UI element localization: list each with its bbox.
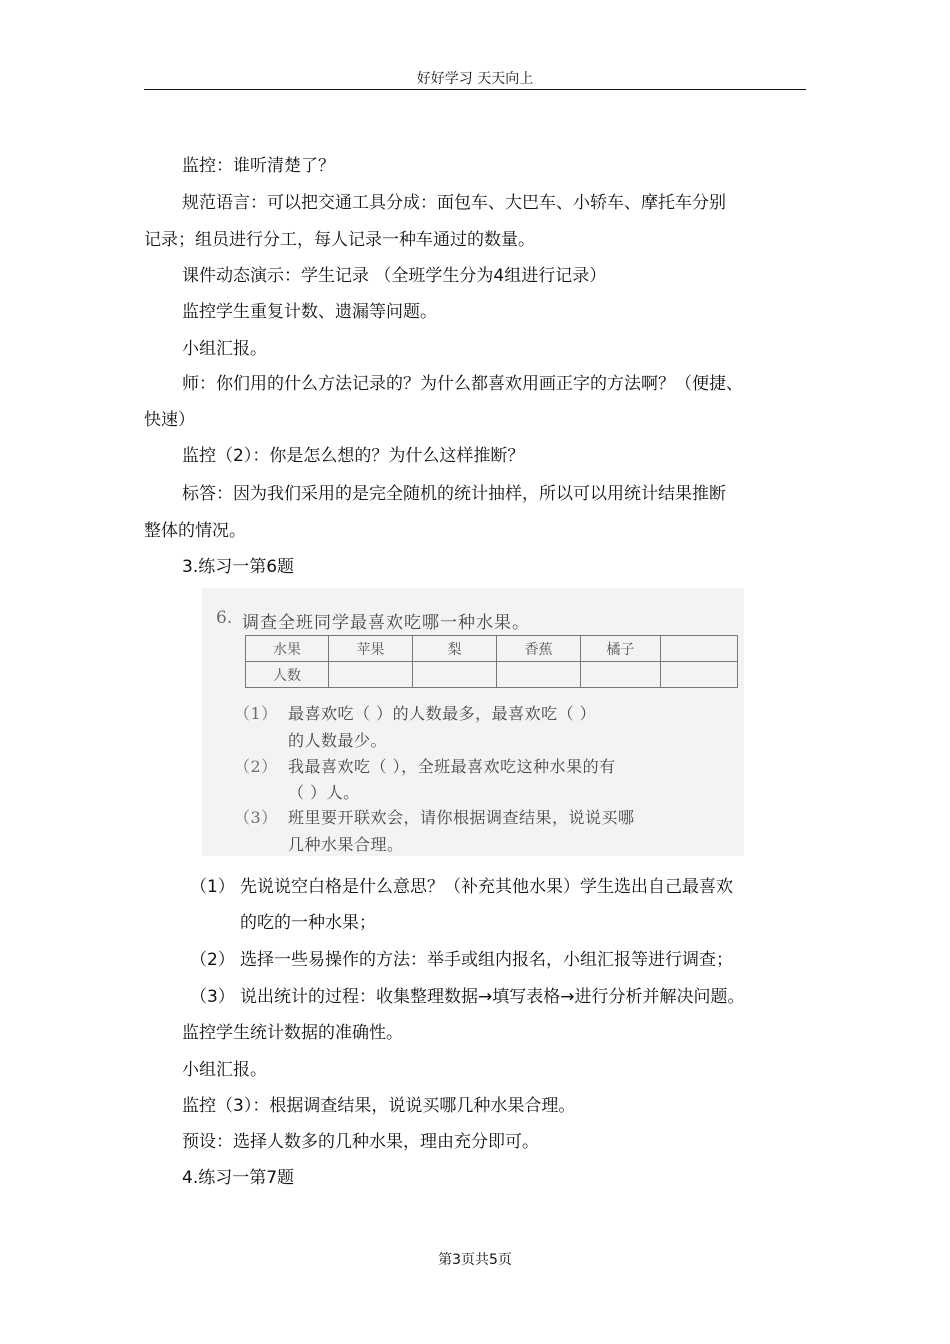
table-cell: 苹果 (329, 636, 413, 662)
table-cell: 人数 (246, 662, 329, 688)
paragraph: 监控学生重复计数、遗漏等问题。 (182, 302, 437, 322)
fruit-survey-table (245, 635, 738, 688)
paragraph: 预设：选择人数多的几种水果，理由充分即可。 (182, 1132, 539, 1152)
paragraph: 标答：因为我们采用的是完全随机的统计抽样，所以可以用统计结果推断 (182, 484, 726, 504)
header-rule (144, 89, 806, 90)
table-cell: 香蕉 (497, 636, 581, 662)
paragraph: 监控（3）：根据调查结果，说说买哪几种水果合理。 (182, 1096, 576, 1116)
table-cell (661, 636, 738, 662)
paragraph: 监控：谁听清楚了？ (182, 156, 335, 176)
exercise-image (202, 588, 744, 856)
paragraph: 整体的情况。 (144, 521, 246, 541)
paragraph: 小组汇报。 (182, 339, 267, 359)
list-number: （2） (190, 950, 235, 970)
table-row (246, 662, 738, 688)
sub-question-number: （3） (234, 808, 278, 827)
paragraph: 师：你们用的什么方法记录的？为什么都喜欢用画正字的方法啊？（便捷、 (182, 374, 743, 394)
sub-question-text: 的人数最少。 (288, 731, 388, 750)
table-cell: 水果 (246, 636, 329, 662)
paragraph: 快速） (144, 410, 195, 430)
table-cell (581, 662, 661, 688)
paragraph: 记录；组员进行分工，每人记录一种车通过的数量。 (144, 230, 535, 250)
paragraph: 课件动态演示：学生记录 （全班学生分为4组进行记录） (182, 266, 607, 286)
list-number: （1） (190, 877, 235, 897)
list-item-text: 说出统计的过程：收集整理数据→填写表格→进行分析并解决问题。 (240, 987, 745, 1007)
sub-question-text: 几种水果合理。 (288, 835, 404, 854)
table-cell (661, 662, 738, 688)
page-header: 好好学习 天天向上 (416, 71, 534, 87)
page-footer: 第3页共5页 (438, 1252, 512, 1268)
list-item-text: 的吃的一种水果； (240, 913, 376, 933)
paragraph: 监控学生统计数据的准确性。 (182, 1023, 403, 1043)
table-cell: 梨 (413, 636, 497, 662)
section-heading: 4.练习一第7题 (182, 1168, 295, 1188)
paragraph: 小组汇报。 (182, 1060, 267, 1080)
section-heading: 3.练习一第6题 (182, 557, 295, 577)
exercise-title: 调查全班同学最喜欢吃哪一种水果。 (242, 613, 530, 633)
table-cell (329, 662, 413, 688)
list-item-text: 选择一些易操作的方法：举手或组内报名，小组汇报等进行调查； (240, 950, 733, 970)
sub-question-text: （ ）人。 (288, 783, 360, 802)
paragraph: 规范语言：可以把交通工具分成：面包车、大巴车、小轿车、摩托车分别 (182, 193, 726, 213)
table-cell (497, 662, 581, 688)
table-cell: 橘子 (581, 636, 661, 662)
list-number: （3） (190, 987, 235, 1007)
sub-question-number: （2） (234, 757, 278, 776)
sub-question-text: 班里要开联欢会，请你根据调查结果，说说买哪 (288, 808, 635, 827)
sub-question-number: （1） (234, 704, 278, 723)
sub-question-text: 我最喜欢吃（ ），全班最喜欢吃这种水果的有 (288, 757, 616, 776)
table-row (246, 636, 738, 662)
paragraph: 监控（2）：你是怎么想的？为什么这样推断？ (182, 446, 525, 466)
list-item-text: 先说说空白格是什么意思？（补充其他水果）学生选出自己最喜欢 (240, 877, 733, 897)
table-cell (413, 662, 497, 688)
exercise-number: 6. (216, 608, 233, 628)
sub-question-text: 最喜欢吃（ ）的人数最多，最喜欢吃（ ） (288, 704, 597, 723)
